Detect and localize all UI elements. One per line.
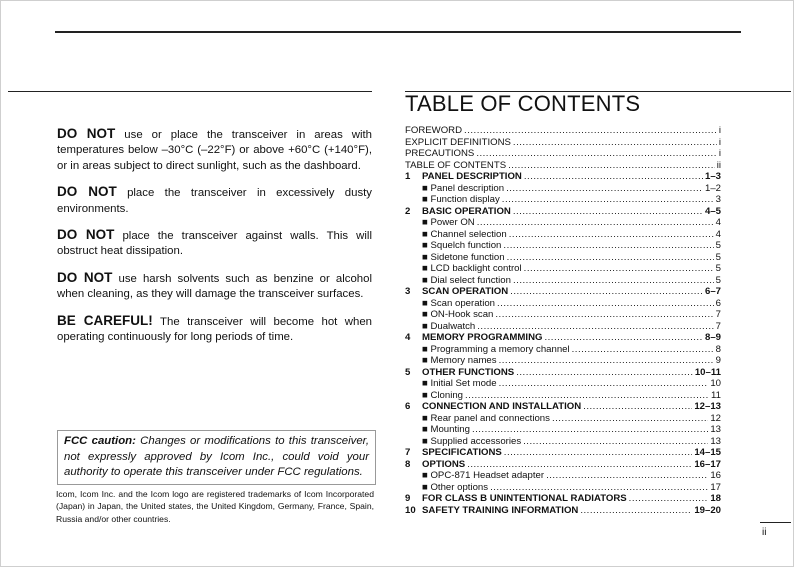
precaution-text: place the transceiver in excessively dusty environments. (57, 187, 372, 215)
precaution-paragraph (57, 126, 372, 174)
toc-entry-number (405, 263, 422, 275)
toc-entry-label: ■ Other options (422, 481, 489, 493)
toc-leader-dots (513, 137, 717, 149)
toc-entry-page: 5 (715, 251, 721, 263)
toc-entry-label: ■ Mounting (422, 424, 470, 435)
toc-leader-dots (497, 298, 714, 310)
toc-entry-page: 19–20 (694, 504, 721, 516)
toc-leader-dots (472, 424, 708, 436)
toc-entry-number: 3 (405, 286, 411, 297)
toc-entry-label: ■ Cloning (422, 389, 463, 401)
toc-entry-number (405, 355, 422, 367)
toc-entry-page: i (718, 125, 721, 136)
toc-leader-dots (476, 148, 717, 160)
toc-entry-page: 14–15 (694, 447, 721, 458)
toc-entry[interactable] (405, 309, 721, 321)
toc-entry[interactable] (405, 229, 721, 241)
toc-entry-number: 2 (405, 205, 411, 217)
toc-entry[interactable] (405, 367, 721, 379)
toc-entry-label: ■ Rear panel and connections (422, 412, 550, 424)
precaution-paragraph (57, 227, 372, 260)
toc-entry-page: 12 (710, 412, 721, 424)
toc-leader-dots (510, 286, 703, 298)
toc-entry[interactable] (405, 493, 721, 505)
toc-entry-number: 5 (405, 366, 411, 378)
toc-entry-number: 1 (405, 171, 411, 182)
toc-entry-label: ■ Function display (422, 194, 500, 205)
toc-leader-dots (503, 240, 713, 252)
toc-entry-page: 16–17 (694, 458, 721, 470)
toc-entry-page: 16 (710, 470, 721, 481)
toc-entry-page: 6–7 (704, 286, 721, 297)
toc-entry-page: 4 (715, 228, 721, 240)
toc-entry-label: ■ ON-Hook scan (422, 309, 494, 320)
toc-entry-number (405, 378, 422, 390)
toc-entry[interactable] (405, 171, 721, 183)
toc-entry[interactable] (405, 183, 721, 195)
toc-entry-label: PRECAUTIONS (405, 148, 475, 159)
toc-entry-label: FOREWORD (405, 125, 463, 136)
toc-entry-label: CONNECTION AND INSTALLATION (422, 401, 582, 412)
toc-leader-dots (524, 171, 703, 183)
toc-entry-page: i (718, 148, 721, 159)
toc-entry-page: i (718, 136, 721, 148)
page-number: ii (762, 527, 767, 538)
toc-entry-label: ■ Panel description (422, 182, 505, 194)
toc-entry-page: 6 (715, 297, 721, 309)
toc-entry-page: 12–13 (694, 401, 721, 412)
toc-entry-page: 11 (711, 389, 721, 401)
toc-leader-dots (629, 493, 709, 505)
page-number-rule (760, 522, 791, 523)
toc-entry-number (405, 229, 422, 241)
toc-entry-label: EXPLICIT DEFINITIONS (405, 136, 511, 148)
toc-leader-dots (513, 206, 703, 218)
toc-entry-page: 8 (715, 343, 721, 355)
toc-entry[interactable] (405, 298, 721, 310)
toc-list (405, 125, 721, 516)
toc-entry[interactable] (405, 470, 721, 482)
toc-entry-label: ■ LCD backlight control (422, 263, 522, 274)
toc-entry-label: ■ Channel selection (422, 228, 507, 240)
fcc-caution-box (57, 430, 376, 485)
toc-entry[interactable] (405, 505, 721, 517)
toc-leader-dots (524, 263, 714, 275)
toc-leader-dots (477, 217, 714, 229)
trademark-notice: Icom, Icom Inc. and the Icom logo are registered trademarks of Icom Incorporated (Japan) in Japan, the United states, the United Kingdom, Germany, France, Spain, Russia and/or other countries. (56, 489, 374, 524)
toc-leader-dots (516, 367, 693, 379)
toc-entry[interactable] (405, 344, 721, 356)
toc-entry-number (405, 390, 422, 402)
toc-leader-dots (465, 390, 709, 402)
toc-entry[interactable] (405, 424, 721, 436)
toc-title: TABLE OF CONTENTS (405, 91, 641, 116)
toc-entry-number (405, 424, 422, 436)
toc-entry-page: 4 (715, 217, 721, 228)
precaution-heading: BE CAREFUL! (57, 312, 153, 328)
precaution-text: The transceiver will become hot when operating continuously for long periods of time. (57, 315, 372, 344)
toc-entry[interactable] (405, 332, 721, 344)
toc-entry-page: 4–5 (704, 205, 721, 217)
toc-entry-page: 7 (715, 320, 721, 332)
toc-entry-number (405, 240, 422, 252)
toc-leader-dots (490, 482, 708, 494)
toc-entry-label: PANEL DESCRIPTION (422, 171, 522, 182)
left-header-rule (8, 91, 372, 92)
toc-entry-page: 3 (715, 194, 721, 205)
toc-entry[interactable] (405, 390, 721, 402)
toc-leader-dots (546, 470, 708, 482)
toc-leader-dots (506, 183, 703, 195)
toc-entry-label: ■ Memory names (422, 355, 497, 366)
toc-entry-number: 9 (405, 493, 411, 504)
toc-leader-dots (513, 275, 714, 287)
toc-entry-label: ■ Initial Set mode (422, 378, 497, 389)
toc-leader-dots (580, 505, 692, 517)
toc-leader-dots (467, 459, 692, 471)
precaution-text: use harsh solvents such as benzine or alcohol when cleaning, as they will damage the transceiver surfaces. (57, 272, 372, 301)
toc-entry-page: ii (716, 159, 721, 171)
toc-entry-page: 13 (710, 424, 721, 435)
toc-entry-label: ■ OPC-871 Headset adapter (422, 470, 545, 481)
toc-entry[interactable] (405, 206, 721, 218)
toc-entry-page: 8–9 (704, 332, 721, 343)
toc-entry-number (405, 275, 422, 287)
toc-entry[interactable] (405, 459, 721, 471)
toc-entry[interactable] (405, 148, 721, 160)
toc-entry-page: 17 (710, 481, 721, 493)
toc-entry-number (405, 344, 422, 356)
toc-entry[interactable] (405, 194, 721, 206)
toc-entry[interactable] (405, 160, 721, 172)
toc-entry-label: OTHER FUNCTIONS (422, 366, 515, 378)
toc-leader-dots (508, 160, 715, 172)
toc-leader-dots (464, 125, 717, 137)
toc-entry[interactable] (405, 413, 721, 425)
precaution-heading: DO NOT (57, 227, 115, 243)
toc-entry-label: ■ Scan operation (422, 297, 495, 309)
toc-entry[interactable] (405, 252, 721, 264)
precautions-text (57, 126, 372, 355)
toc-entry-number (405, 436, 422, 448)
toc-entry[interactable] (405, 355, 721, 367)
toc-entry-number: 4 (405, 332, 411, 343)
toc-leader-dots (509, 229, 714, 241)
toc-entry-label: ■ Programming a memory channel (422, 343, 570, 355)
toc-entry-label: FOR CLASS B UNINTENTIONAL RADIATORS (422, 493, 627, 504)
precaution-paragraph (57, 184, 372, 217)
toc-leader-dots (523, 436, 708, 448)
toc-entry-number (405, 252, 422, 264)
toc-leader-dots (504, 447, 693, 459)
toc-entry-label: BASIC OPERATION (422, 205, 511, 217)
precaution-paragraph (57, 270, 372, 303)
toc-entry-number (405, 482, 422, 494)
toc-entry-page: 18 (710, 493, 721, 504)
toc-leader-dots (507, 252, 714, 264)
toc-entry-page: 10 (710, 378, 721, 389)
toc-entry-label: ■ Supplied accessories (422, 435, 522, 447)
fcc-caution-text: Changes or modifications to this transceiver, not expressly approved by Icom Inc., could void your authority to operate this transceiver under FCC regulations. (64, 435, 369, 478)
toc-entry[interactable] (405, 263, 721, 275)
toc-leader-dots (499, 355, 714, 367)
precaution-heading: DO NOT (57, 126, 116, 141)
toc-leader-dots (552, 413, 708, 425)
toc-entry-number (405, 194, 422, 206)
toc-entry-label: SPECIFICATIONS (422, 447, 502, 458)
toc-entry-number (405, 413, 422, 425)
fcc-caution-heading: FCC caution: (64, 435, 136, 447)
toc-leader-dots (572, 344, 714, 356)
toc-entry[interactable] (405, 401, 721, 413)
toc-entry[interactable] (405, 275, 721, 287)
toc-entry-label: OPTIONS (422, 458, 466, 470)
toc-entry[interactable] (405, 482, 721, 494)
toc-entry-page: 13 (710, 435, 721, 447)
toc-entry[interactable] (405, 447, 721, 459)
toc-entry-label: SCAN OPERATION (422, 286, 509, 297)
toc-entry[interactable] (405, 217, 721, 229)
toc-entry[interactable] (405, 436, 721, 448)
toc-entry-page: 10–11 (694, 366, 721, 378)
precaution-text: use or place the transceiver in areas with temperatures below –30°C (–22°F) or above +60°C (+140°F), or in areas subject to direct sunlight, such as the dashboard. (57, 129, 372, 172)
toc-entry-label: ■ Dualwatch (422, 320, 476, 332)
toc-entry-page: 1–2 (704, 182, 721, 194)
toc-entry[interactable] (405, 137, 721, 149)
toc-leader-dots (502, 194, 714, 206)
toc-entry-page: 5 (715, 274, 721, 286)
toc-entry-number (405, 309, 422, 321)
toc-entry-number: 6 (405, 401, 411, 412)
toc-entry-number: 8 (405, 458, 411, 470)
toc-entry-number (405, 321, 422, 333)
toc-entry-label: SAFETY TRAINING INFORMATION (422, 504, 579, 516)
toc-entry-label: TABLE OF CONTENTS (405, 159, 507, 171)
toc-entry-label: MEMORY PROGRAMMING (422, 332, 543, 343)
toc-entry-number: 7 (405, 447, 411, 458)
top-rule (55, 31, 741, 33)
precaution-paragraph (57, 313, 372, 346)
toc-entry-page: 7 (715, 309, 721, 320)
toc-leader-dots (583, 401, 692, 413)
toc-entry-label: ■ Power ON (422, 217, 475, 228)
toc-entry-page: 1–3 (704, 171, 721, 182)
precaution-heading: DO NOT (57, 184, 117, 200)
toc-entry-number (405, 470, 422, 482)
toc-entry[interactable] (405, 125, 721, 137)
toc-leader-dots (544, 332, 703, 344)
toc-entry-label: ■ Sidetone function (422, 251, 505, 263)
toc-leader-dots (495, 309, 713, 321)
toc-entry-number (405, 183, 422, 195)
toc-entry[interactable] (405, 378, 721, 390)
precaution-heading: DO NOT (57, 269, 113, 285)
toc-entry[interactable] (405, 286, 721, 298)
toc-leader-dots (499, 378, 709, 390)
toc-entry-label: ■ Squelch function (422, 240, 502, 251)
toc-entry[interactable] (405, 321, 721, 333)
toc-entry-page: 5 (715, 240, 721, 251)
toc-entry-page: 5 (715, 263, 721, 274)
toc-entry-number: 10 (405, 504, 416, 516)
toc-entry-number (405, 217, 422, 229)
toc-entry-page: 9 (715, 355, 721, 366)
toc-entry-label: ■ Dial select function (422, 274, 511, 286)
toc-leader-dots (477, 321, 713, 333)
toc-entry[interactable] (405, 240, 721, 252)
toc-entry-number (405, 298, 422, 310)
precaution-text: place the transceiver against walls. This will obstruct heat dissipation. (57, 230, 372, 258)
